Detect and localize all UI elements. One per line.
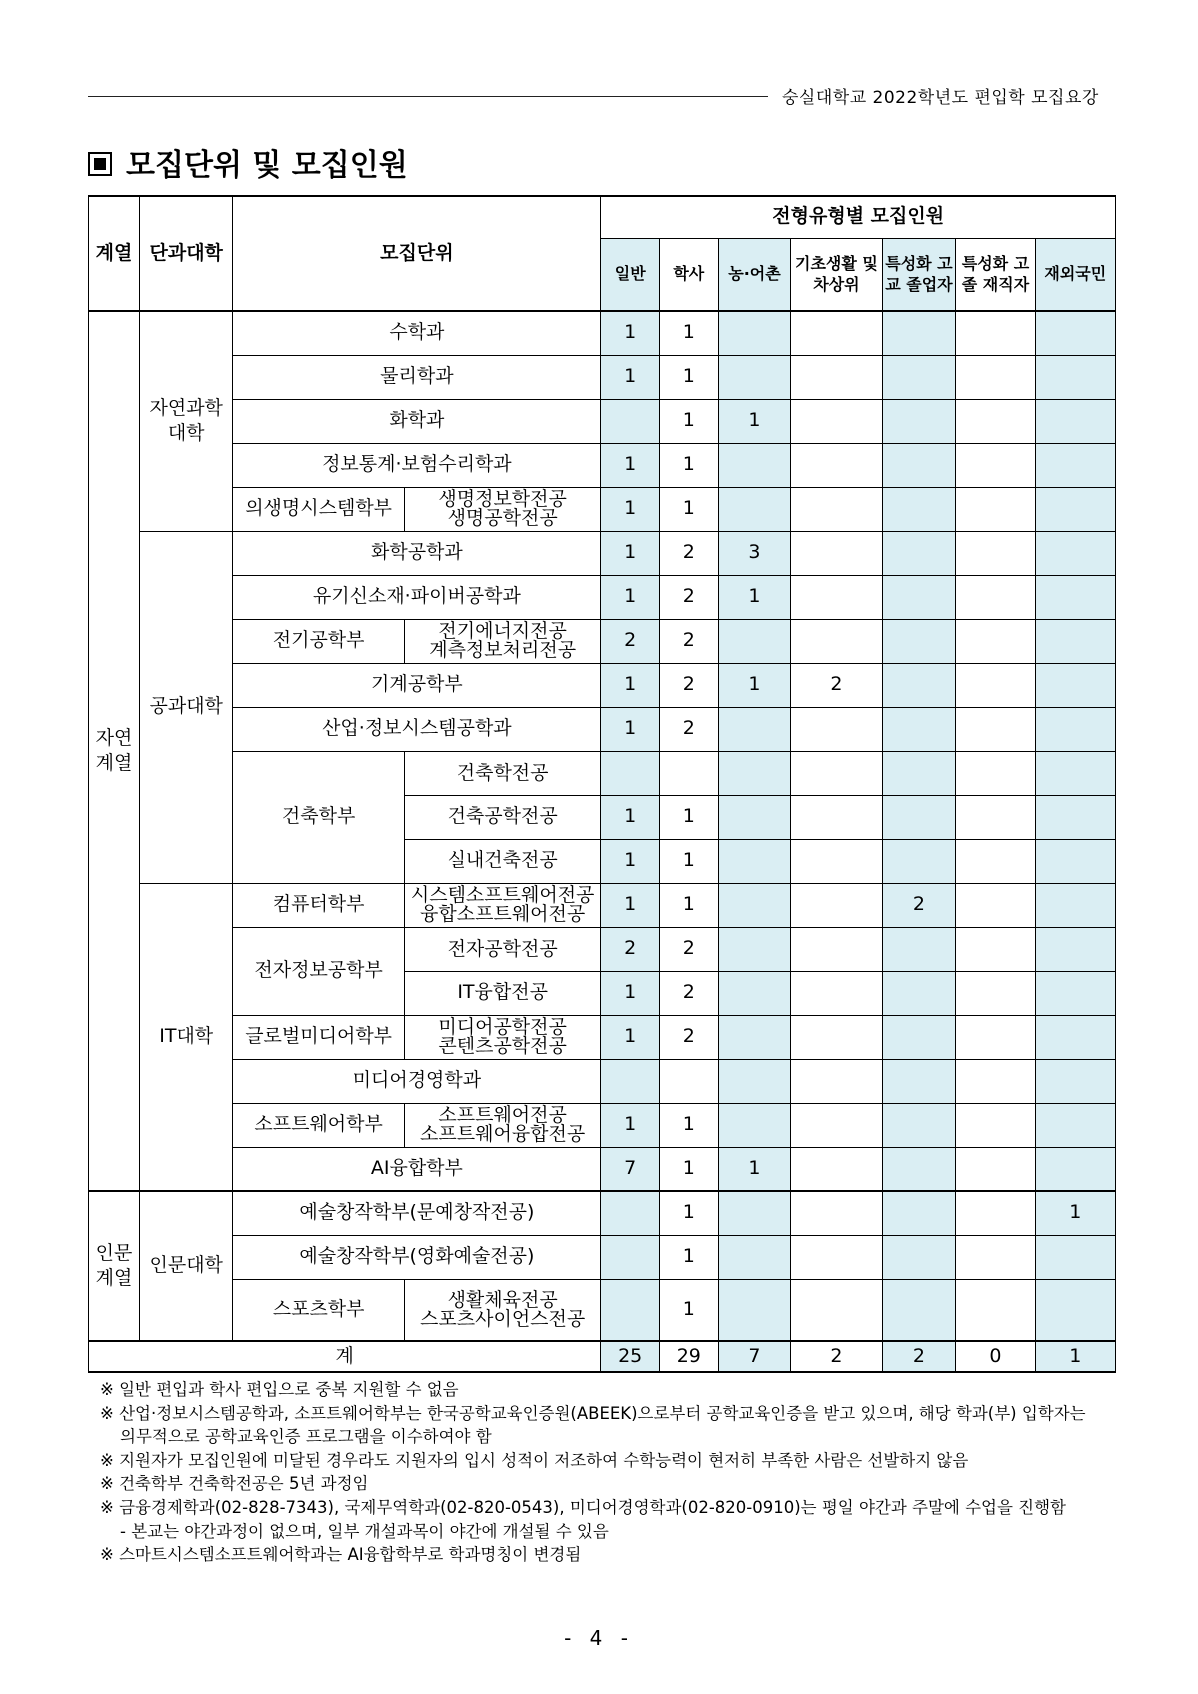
note-item: ※ 일반 편입과 학사 편입으로 중복 지원할 수 없음 [100,1380,459,1399]
value-cell [882,311,956,355]
category-cell: 자연 계열 [89,311,140,1191]
value-cell: 1 [660,1147,719,1191]
value-cell [791,619,882,663]
value-cell [601,1059,660,1103]
header-type-low-income: 기초생활 및차상위 [791,238,882,311]
value-cell: 1 [601,883,660,927]
value-cell [882,1147,956,1191]
value-cell [882,663,956,707]
table-row [89,1235,1116,1279]
value-cell [1035,355,1115,399]
sub-unit-cell: 시스템소프트웨어전공 융합소프트웨어전공 [404,883,601,927]
value-cell: 1 [660,1191,719,1235]
value-cell [956,1147,1035,1191]
value-cell: 2 [660,575,719,619]
value-cell [956,619,1035,663]
value-cell [956,1235,1035,1279]
total-value-cell: 2 [882,1341,956,1372]
value-cell [882,927,956,971]
unit-cell: 소프트웨어학부 [233,1103,405,1147]
value-cell [1035,971,1115,1015]
value-cell [791,839,882,883]
value-cell: 2 [882,883,956,927]
total-value-cell: 2 [791,1341,882,1372]
value-cell [1035,575,1115,619]
value-cell: 1 [660,1279,719,1341]
value-cell: 1 [601,1015,660,1059]
value-cell [718,619,791,663]
table-row [89,927,1116,971]
value-cell [956,707,1035,751]
header-college: 단과대학 [140,196,233,311]
note-item-continued: 의무적으로 공학교육인증 프로그램을 이수하여야 함 [120,1427,492,1447]
value-cell [718,1191,791,1235]
value-cell [1035,443,1115,487]
value-cell: 1 [601,443,660,487]
value-cell [956,487,1035,531]
value-cell [1035,751,1115,795]
college-cell: 공과대학 [140,531,233,883]
value-cell [1035,1279,1115,1341]
value-cell: 1 [601,355,660,399]
total-label: 계 [89,1341,601,1372]
value-cell [791,311,882,355]
value-cell [956,883,1035,927]
total-value-cell: 1 [1035,1341,1115,1372]
value-cell [882,1279,956,1341]
value-cell [791,487,882,531]
value-cell: 1 [601,311,660,355]
value-cell [1035,927,1115,971]
table-row [89,443,1116,487]
value-cell: 2 [660,1015,719,1059]
value-cell [601,751,660,795]
unit-cell: AI융합학부 [233,1147,601,1191]
recruitment-table [88,195,1116,1373]
value-cell: 1 [601,1103,660,1147]
value-cell: 1 [660,355,719,399]
value-cell [956,1103,1035,1147]
value-cell: 1 [601,531,660,575]
unit-cell: 미디어경영학과 [233,1059,601,1103]
table-row [89,399,1116,443]
table-row [89,883,1116,927]
value-cell [956,927,1035,971]
sub-unit-cell: 소프트웨어전공 소프트웨어융합전공 [404,1103,601,1147]
header-type-vocational-graduate: 특성화 고교 졸업자 [882,238,956,311]
table-row [89,1279,1116,1341]
sub-unit-cell: 전기에너지전공 계측정보처리전공 [404,619,601,663]
value-cell [791,575,882,619]
value-cell: 1 [601,971,660,1015]
note-item: ※ 산업·정보시스템공학과, 소프트웨어학부는 한국공학교육인증원(ABEEK)으로부터 공학교육인증을 받고 있으며, 해당 학과(부) 입학자는 [100,1403,1086,1423]
unit-cell: 예술창작학부(문예창작전공) [233,1191,601,1235]
college-cell: IT대학 [140,883,233,1191]
table-row [89,531,1116,575]
value-cell [601,399,660,443]
value-cell [1035,1235,1115,1279]
value-cell [1035,795,1115,839]
value-cell [1035,1059,1115,1103]
value-cell [956,795,1035,839]
value-cell [718,751,791,795]
value-cell [882,443,956,487]
value-cell [791,751,882,795]
unit-cell: 글로벌미디어학부 [233,1015,405,1059]
value-cell [718,1103,791,1147]
value-cell [956,443,1035,487]
value-cell: 1 [718,575,791,619]
sub-unit-cell: 생활체육전공 스포츠사이언스전공 [404,1279,601,1341]
unit-cell: 정보통계·보험수리학과 [233,443,601,487]
value-cell [791,927,882,971]
unit-cell: 건축학부 [233,751,405,883]
value-cell: 1 [660,839,719,883]
header-type-rural: 농·어촌 [718,238,791,311]
sub-unit-cell: 건축공학전공 [404,795,601,839]
value-cell [1035,487,1115,531]
value-cell: 2 [660,971,719,1015]
table-row [89,707,1116,751]
table-row [89,751,1116,795]
value-cell: 2 [791,663,882,707]
value-cell [791,531,882,575]
unit-cell: 산업·정보시스템공학과 [233,707,601,751]
value-cell [791,1147,882,1191]
value-cell [660,751,719,795]
note-item: ※ 건축학부 건축학전공은 5년 과정임 [100,1474,369,1494]
value-cell: 1 [601,487,660,531]
value-cell [956,1279,1035,1341]
value-cell [791,795,882,839]
value-cell: 2 [660,663,719,707]
header-types-group: 전형유형별 모집인원 [601,196,1116,238]
value-cell [660,1059,719,1103]
value-cell [882,1059,956,1103]
value-cell [882,531,956,575]
note-item: ※ 금융경제학과(02-828-7343), 국제무역학과(02-820-0543), 미디어경영학과(02-820-0910)는 평일 야간과 주말에 수업을 진행함 [100,1497,1066,1517]
value-cell [718,839,791,883]
unit-cell: 유기신소재·파이버공학과 [233,575,601,619]
category-cell: 인문 계열 [89,1191,140,1341]
value-cell: 1 [718,663,791,707]
value-cell [791,443,882,487]
total-value-cell: 0 [956,1341,1035,1372]
value-cell [791,1103,882,1147]
value-cell [1035,1103,1115,1147]
value-cell [718,1279,791,1341]
value-cell: 2 [601,619,660,663]
value-cell: 1 [601,707,660,751]
sub-unit-cell: 생명정보학전공 생명공학전공 [404,487,601,531]
value-cell [718,927,791,971]
value-cell [791,355,882,399]
value-cell [1035,1147,1115,1191]
value-cell [956,663,1035,707]
value-cell [718,311,791,355]
value-cell [791,883,882,927]
header-type-vocational-employee: 특성화 고졸 재직자 [956,238,1035,311]
value-cell [791,1235,882,1279]
value-cell [718,487,791,531]
value-cell [882,399,956,443]
value-cell [1035,531,1115,575]
value-cell: 2 [601,927,660,971]
value-cell: 1 [718,1147,791,1191]
total-row [89,1341,1116,1372]
unit-cell: 전기공학부 [233,619,405,663]
table-row [89,575,1116,619]
value-cell [882,1191,956,1235]
section-title [88,140,408,184]
table-row [89,663,1116,707]
value-cell: 1 [660,1103,719,1147]
value-cell [718,1235,791,1279]
unit-cell: 컴퓨터학부 [233,883,405,927]
value-cell [956,839,1035,883]
value-cell [956,1015,1035,1059]
value-cell [718,971,791,1015]
table-row [89,487,1116,531]
value-cell [882,619,956,663]
value-cell: 2 [660,531,719,575]
table-row [89,311,1116,355]
value-cell: 1 [660,795,719,839]
value-cell [956,531,1035,575]
total-value-cell: 7 [718,1341,791,1372]
total-value-cell: 25 [601,1341,660,1372]
value-cell [1035,1015,1115,1059]
filled-square-icon [88,152,112,176]
value-cell [882,1103,956,1147]
value-cell [882,751,956,795]
value-cell [882,795,956,839]
value-cell [601,1191,660,1235]
value-cell [1035,311,1115,355]
unit-cell: 화학과 [233,399,601,443]
value-cell [956,971,1035,1015]
value-cell: 3 [718,531,791,575]
total-value-cell: 29 [660,1341,719,1372]
value-cell [956,1191,1035,1235]
header-unit: 모집단위 [233,196,601,311]
value-cell [1035,707,1115,751]
value-cell [882,487,956,531]
unit-cell: 예술창작학부(영화예술전공) [233,1235,601,1279]
value-cell [1035,399,1115,443]
table-row [89,1015,1116,1059]
header-type-general: 일반 [601,238,660,311]
value-cell [718,707,791,751]
note-subitem: - 본교는 야간과정이 없으며, 일부 개설과목이 야간에 개설될 수 있음 [120,1521,609,1541]
value-cell: 1 [1035,1191,1115,1235]
table-row [89,619,1116,663]
header-type-bachelor: 학사 [660,238,719,311]
value-cell [791,707,882,751]
value-cell [956,575,1035,619]
note-item: ※ 스마트시스템소프트웨어학과는 AI융합학부로 학과명칭이 변경됨 [100,1545,582,1565]
unit-cell: 수학과 [233,311,601,355]
value-cell [956,751,1035,795]
value-cell [882,971,956,1015]
value-cell [718,443,791,487]
value-cell [791,1191,882,1235]
value-cell [882,707,956,751]
sub-unit-cell: 실내건축전공 [404,839,601,883]
value-cell [1035,619,1115,663]
header-title: 숭실대학교 2022학년도 편입학 모집요강 [782,88,1099,108]
section-title-text: 모집단위 및 모집인원 [126,148,408,183]
table-row [89,1191,1116,1235]
value-cell [882,355,956,399]
value-cell [882,1235,956,1279]
value-cell [791,1279,882,1341]
header-rule [88,96,768,97]
value-cell [882,1015,956,1059]
value-cell: 1 [660,399,719,443]
unit-cell: 전자정보공학부 [233,927,405,1015]
value-cell: 1 [660,443,719,487]
value-cell: 1 [660,487,719,531]
sub-unit-cell: 미디어공학전공 콘텐츠공학전공 [404,1015,601,1059]
value-cell [956,355,1035,399]
value-cell [718,795,791,839]
value-cell: 7 [601,1147,660,1191]
sub-unit-cell: 전자공학전공 [404,927,601,971]
value-cell [882,839,956,883]
value-cell [1035,663,1115,707]
notes [100,1378,1120,1567]
value-cell: 1 [601,795,660,839]
value-cell [791,971,882,1015]
table-row [89,1059,1116,1103]
value-cell [1035,839,1115,883]
table-row [89,1147,1116,1191]
value-cell [718,1015,791,1059]
value-cell: 1 [601,575,660,619]
value-cell: 1 [718,399,791,443]
value-cell [956,1059,1035,1103]
value-cell [1035,883,1115,927]
table-row [89,355,1116,399]
sub-unit-cell: IT융합전공 [404,971,601,1015]
value-cell [718,883,791,927]
header-type-overseas: 재외국민 [1035,238,1115,311]
value-cell [791,1015,882,1059]
value-cell: 1 [660,1235,719,1279]
value-cell: 2 [660,707,719,751]
value-cell [882,575,956,619]
value-cell [791,1059,882,1103]
unit-cell: 화학공학과 [233,531,601,575]
note-item: ※ 지원자가 모집인원에 미달된 경우라도 지원자의 입시 성적이 저조하여 수학능력이 현저히 부족한 사람은 선발하지 않음 [100,1450,969,1470]
value-cell: 1 [601,839,660,883]
value-cell: 2 [660,619,719,663]
value-cell [791,399,882,443]
sub-unit-cell: 건축학전공 [404,751,601,795]
value-cell [718,355,791,399]
value-cell: 1 [660,883,719,927]
table-row [89,1103,1116,1147]
value-cell [718,1059,791,1103]
value-cell [956,311,1035,355]
value-cell: 1 [660,311,719,355]
college-cell: 인문대학 [140,1191,233,1341]
value-cell: 2 [660,927,719,971]
college-cell: 자연과학 대학 [140,311,233,531]
value-cell [601,1235,660,1279]
page-number: - 4 - [564,1626,634,1650]
value-cell: 1 [601,663,660,707]
unit-cell: 물리학과 [233,355,601,399]
header-category: 계열 [89,196,140,311]
value-cell [956,399,1035,443]
unit-cell: 스포츠학부 [233,1279,405,1341]
unit-cell: 기계공학부 [233,663,601,707]
unit-cell: 의생명시스템학부 [233,487,405,531]
value-cell [601,1279,660,1341]
